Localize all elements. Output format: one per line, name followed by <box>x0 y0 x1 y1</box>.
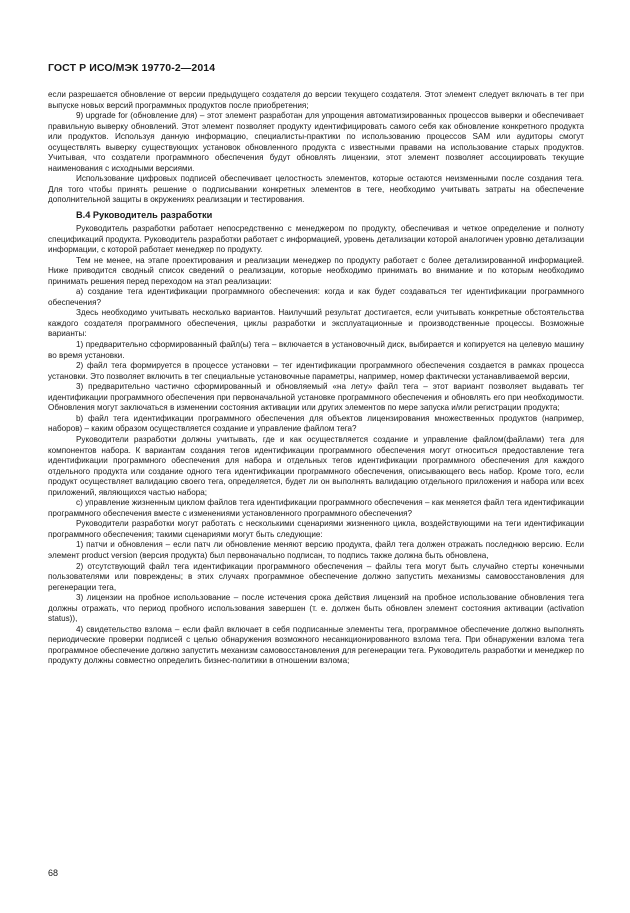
list-item: b) файл тега идентификации программного обеспечения для объектов лицензирования множественных продуктов (например, наборов) – каким образом осуществляется создание и управление файлом тега? <box>48 413 584 434</box>
paragraph: 9) upgrade for (обновление для) – этот элемент разработан для упрощения автоматизированных процессов выверки и обеспечивает правильную выверку обновлений. Этот элемент позволяет продукту идентифицировать самого себя как обновление конкретного продукта или продуктов. Используя данную информацию, специалисты-практики по использованию процессов SAM или аудиторы смогут осуществлять выверку существующих установок обновленного продукта с известными правами на использование старых продуктов. Учитывая, что создатели программного обеспечения будут обновлять лицензии, этот элемент позволяет ассоциировать текущие наименования с исходными версиями. <box>48 111 584 173</box>
list-item: 3) предварительно частично сформированный и обновляемый «на лету» файл тега – этот вариант позволяет выдавать тег идентификации программного обеспечения при первоначальной установке программного обеспечения и обновлять его при необходимости. Обновления могут заключаться в изменении состояния активации или других элементов по мере запуска и/или регистрации продукта; <box>48 382 584 413</box>
page-header-standard-id: ГОСТ Р ИСО/МЭК 19770-2—2014 <box>48 62 216 74</box>
paragraph: Руководители разработки должны учитывать, где и как осуществляется создание и управление файлом(файлами) тега для компонентов набора. К вариантам создания тегов идентификации программного обеспечения могут относиться предоставление тега идентификации программного обеспечения для набора и отдельных тегов идентификации программного обеспечения для каждого отдельного продукта или создание одного тега идентификации программного обеспечения, описывающего весь набор. Кроме того, если продукт осуществляет валидацию своего тега, определяется, будет ли он выполнять валидацию отдельного приложения и набора или всех приложений, являющихся частью набора; <box>48 434 584 497</box>
list-item: 1) патчи и обновления – если патч ли обновление меняют версию продукта, файл тега должен отражать последнюю версию. Если элемент product version (версия продукта) был первоначально подписан, то подпись также должна быть обновлена, <box>48 540 584 560</box>
list-item: 4) свидетельство взлома – если файл включает в себя подписанные элементы тега, программное обеспечение должно выполнять периодические проверки подписей с целью обнаружения возможного несанкционированного взлома тега. При обнаружении взлома тега программное обеспечение должно запустить механизм самовосстановления для регенерации тега. Руководитель разработки и менеджер по продукту должны совместно определить бизнес-политики в отношении взлома; <box>48 624 584 666</box>
paragraph: Тем не менее, на этапе проектирования и реализации менеджер по продукту работает с более детализированной информацией. Ниже приводится сводный список сведений о реализации, которые необходимо принимать во внимание и по которым необходимо принимать решения перед переходом на этап реализации: <box>48 255 584 286</box>
paragraph: Руководитель разработки работает непосредственно с менеджером по продукту, обеспечивая и четкое определение и полноту спецификаций продукта. Руководитель разработки работает с информацией, уровень детализации которой аналогичен уровню детализации информации, с которой работает менеджер по продукту. <box>48 224 584 255</box>
list-item: а) создание тега идентификации программного обеспечения: когда и как будет создаваться тег идентификации программного обеспечения? <box>48 287 584 307</box>
list-item: 1) предварительно сформированный файл(ы) тега – включается в установочный диск, выбирается и копируется на целевую машину во время установки. <box>48 340 584 360</box>
list-item: 2) файл тега формируется в процессе установки – тег идентификации программного обеспечения создается в рамках процесса установки. Это позволяет включить в тег специальные установочные параметры, например, номер фактически устанавливаемой версии, <box>48 361 584 381</box>
list-item: 3) лицензии на пробное использование – после истечения срока действия лицензий на пробное использование обновления тега должны отражать, что период пробного использования завершен (т. е. должен быть обновлен элемент состояния активации (activation status)), <box>48 593 584 624</box>
list-item: 2) отсутствующий файл тега идентификации программного обеспечения – файлы тега могут быть случайно стерты конечными пользователями или повреждены; в этих случаях программное обеспечение должно запустить механизмы самовосстановления для регенерации тега, <box>48 561 584 592</box>
paragraph: Руководители разработки могут работать с несколькими сценариями жизненного цикла, воздействующими на теги идентификации программного обеспечения; такими сценариями могут быть следующие: <box>48 519 584 539</box>
paragraph: если разрешается обновление от версии предыдущего создателя до версии текущего создателя. Этот элемент следует включать в тег при выпуске новых версий программных продуктов после приобретения; <box>48 90 584 110</box>
document-body <box>48 90 584 667</box>
section-heading: B.4 Руководитель разработки <box>76 210 213 221</box>
page-number: 68 <box>48 868 59 878</box>
paragraph: Здесь необходимо учитывать несколько вариантов. Наилучший результат достигается, если учитывать конкретные обстоятельства каждого создателя программного обеспечения, циклы разработки и эксплуатационные и производственные процессы. Возможные варианты: <box>48 308 584 339</box>
list-item: c) управление жизненным циклом файлов тега идентификации программного обеспечения – как меняется файл тега идентификации программного обеспечения вместе с изменениями установленного программного обеспечения? <box>48 498 584 518</box>
paragraph: Использование цифровых подписей обеспечивает целостность элементов, которые остаются неизменными после создания тега. Для того чтобы принять решение о подписывании конкретных элементов в теге, необходимо учитывать затраты на обеспечение дополнительной защиты в окружениях реализации и тестирования. <box>48 174 584 205</box>
